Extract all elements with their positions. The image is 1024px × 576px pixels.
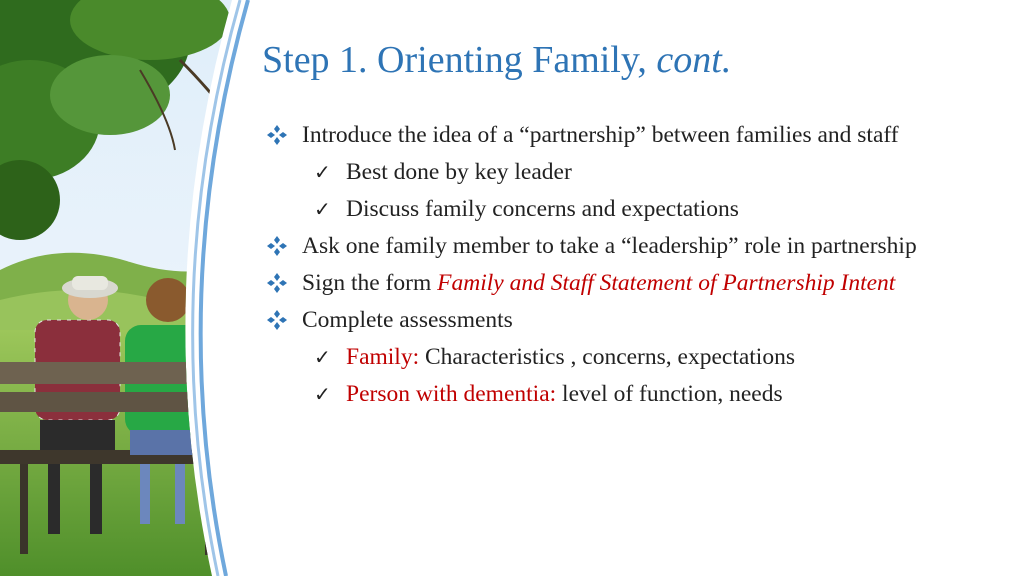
diamond-bullet-icon [266, 235, 288, 257]
page-title [262, 38, 731, 82]
bullet-item [266, 120, 966, 151]
check-icon: ✓ [314, 197, 331, 221]
bullet-text: Introduce the idea of a “partnership” between families and staff [302, 122, 899, 148]
check-icon: ✓ [314, 160, 331, 184]
bullet-text: Sign the form [302, 270, 438, 296]
photo-illustration [0, 0, 260, 576]
sub-bullet-text: Best done by key leader [346, 159, 572, 185]
check-icon: ✓ [314, 382, 331, 406]
bullet-text: Ask one family member to take a “leadership” role in partnership [302, 233, 917, 259]
sub-bullet-item [266, 157, 966, 188]
diamond-bullet-icon [266, 309, 288, 331]
diamond-bullet-icon [266, 272, 288, 294]
sub-bullet-item [266, 342, 966, 373]
bullet-item [266, 305, 966, 336]
bullet-text: Complete assessments [302, 307, 513, 333]
bullet-list [266, 120, 966, 410]
sub-bullet-text: level of function, needs [556, 381, 783, 407]
sub-bullet-label: Family: [346, 344, 420, 370]
sub-bullet-label: Person with dementia: [346, 381, 557, 407]
sub-bullet-item [266, 379, 966, 410]
title-cont: cont. [656, 39, 732, 81]
form-name: Family and Staff Statement of Partnership Intent [437, 270, 896, 296]
sub-bullet-item [266, 194, 966, 225]
diamond-bullet-icon [266, 124, 288, 146]
sub-bullet-text: Discuss family concerns and expectations [346, 196, 739, 222]
bullet-item [266, 268, 966, 299]
check-icon: ✓ [314, 345, 331, 369]
bullet-item [266, 231, 966, 262]
sub-bullet-text: Characteristics , concerns, expectations [419, 344, 795, 370]
couple-on-bench-photo [0, 0, 260, 576]
title-main: Step 1. Orienting Family, [262, 39, 657, 81]
